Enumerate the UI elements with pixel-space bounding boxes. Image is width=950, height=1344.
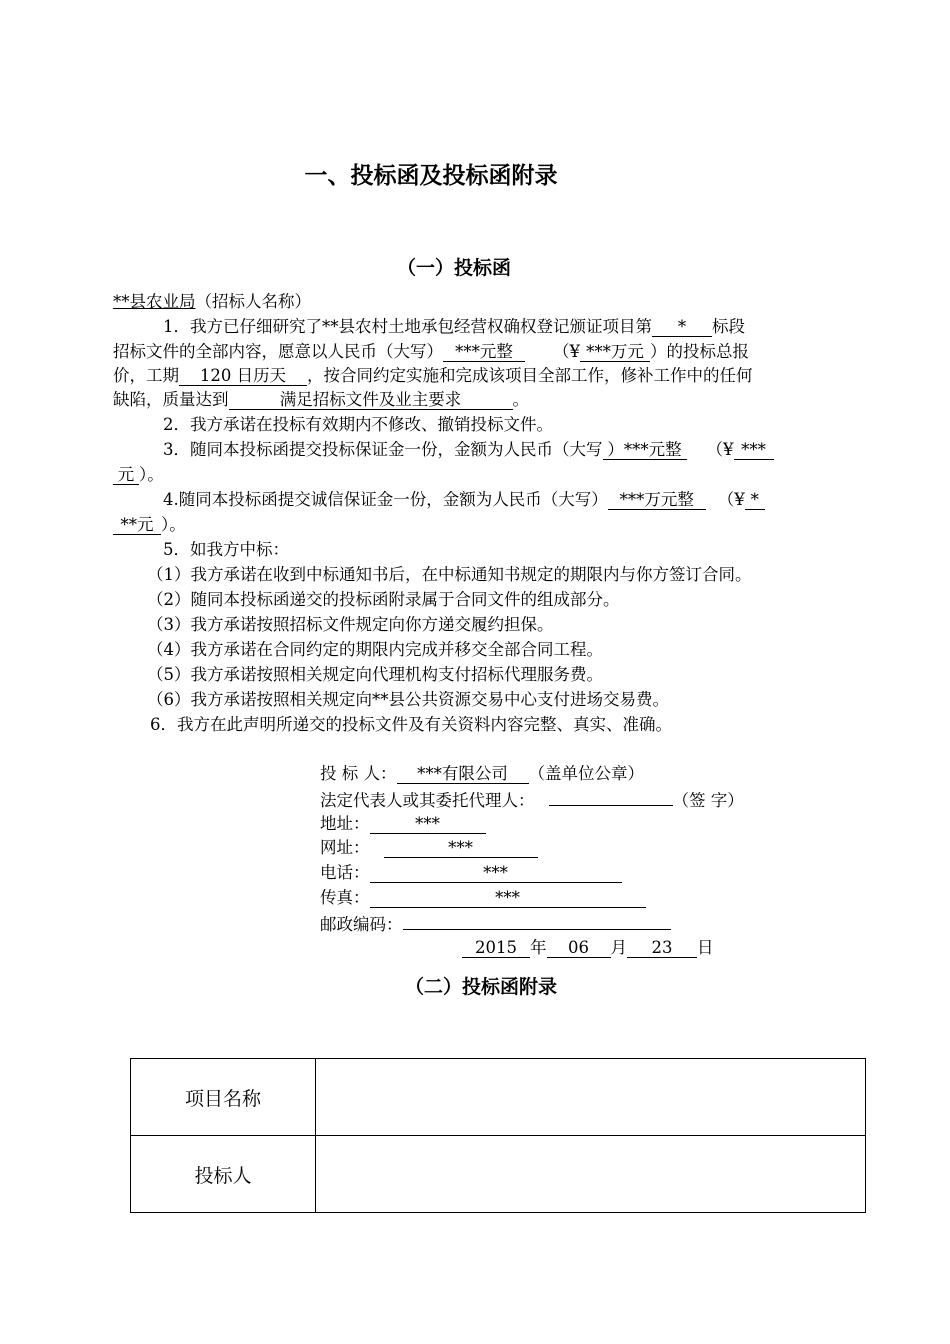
sub-item-2: （2）随同本投标函递交的投标函附录属于合同文件的组成部分。 bbox=[147, 590, 620, 609]
postcode-row bbox=[320, 911, 671, 938]
address-row bbox=[320, 812, 486, 837]
item1-text-h: 缺陷，质量达到 bbox=[113, 390, 229, 409]
bid-bond-number: *** bbox=[734, 441, 774, 460]
phone-row bbox=[320, 861, 622, 886]
item3-text-a: 3．随同本投标函提交投标保证金一份，金额为人民币（大写 bbox=[163, 440, 603, 459]
table-row bbox=[131, 1136, 866, 1213]
sub-item-4: （4）我方承诺在合同约定的期限内完成并移交全部合同工程。 bbox=[147, 640, 603, 659]
bidder-row bbox=[320, 762, 644, 787]
credit-bond-number: * bbox=[745, 491, 765, 510]
sub-item-1: （1）我方承诺在收到中标通知书后，在中标通知书规定的期限内与你方签订合同。 bbox=[147, 565, 752, 584]
bidder-label: 投 标 人： bbox=[320, 764, 397, 783]
item1-line4 bbox=[113, 388, 529, 413]
year-label: 年 bbox=[530, 938, 547, 957]
representative-label: 法定代表人或其委托代理人： bbox=[320, 791, 535, 810]
address-label: 地址： bbox=[320, 814, 370, 833]
credit-bond-words: ***万元整 bbox=[608, 491, 706, 510]
item1-text-f: 价，工期 bbox=[113, 366, 179, 385]
construction-period: 120 日历天 bbox=[179, 367, 307, 386]
item1-text-g: ，按合同约定实施和完成该项目全部工作，修补工作中的任何 bbox=[307, 366, 753, 385]
bidder-note: （盖单位公章） bbox=[528, 764, 644, 783]
representative-row bbox=[320, 787, 744, 814]
total-amount-number: ***万元 bbox=[580, 343, 650, 362]
sub-item-3: （3）我方承诺按照招标文件规定向你方递交履约担保。 bbox=[147, 615, 554, 634]
item3-line1 bbox=[163, 438, 774, 463]
bidder-name: ***有限公司 bbox=[397, 765, 529, 784]
item3-text-b: （¥ bbox=[706, 440, 734, 459]
lot-number: * bbox=[652, 318, 712, 337]
website-label: 网址： bbox=[320, 838, 370, 857]
page-title: 一、投标函及投标函附录 bbox=[304, 163, 558, 189]
date-year: 2015 bbox=[462, 939, 530, 958]
fax-row bbox=[320, 886, 646, 911]
table-row bbox=[131, 1059, 866, 1136]
credit-bond-number-cont: **元 bbox=[113, 516, 161, 535]
date-day: 23 bbox=[627, 939, 697, 958]
website-value: *** bbox=[384, 839, 538, 858]
table-value-project-name bbox=[316, 1059, 866, 1136]
item1-line1 bbox=[163, 315, 745, 340]
date-month: 06 bbox=[547, 939, 611, 958]
item1-text-a: 1．我方已仔细研究了**县农村土地承包经营权确权登记颁证项目第 bbox=[163, 317, 652, 336]
phone-value: *** bbox=[370, 864, 622, 883]
sub-item-5: （5）我方承诺按照相关规定向代理机构支付招标代理服务费。 bbox=[147, 665, 603, 684]
item5: 5．如我方中标： bbox=[163, 540, 289, 559]
addressee-name: **县农业局 bbox=[113, 292, 196, 311]
item1-text-e: ）的投标总报 bbox=[650, 342, 749, 361]
table-label-bidder: 投标人 bbox=[131, 1136, 316, 1213]
date-row bbox=[462, 936, 714, 961]
day-label: 日 bbox=[697, 938, 714, 957]
total-amount-words: ***元整 bbox=[443, 343, 525, 362]
postcode-label: 邮政编码： bbox=[320, 915, 403, 934]
addressee bbox=[113, 290, 311, 315]
month-label: 月 bbox=[610, 938, 627, 957]
item6: 6．我方在此声明所递交的投标文件及有关资料内容完整、真实、准确。 bbox=[150, 715, 672, 734]
item2: 2．我方承诺在投标有效期内不修改、撤销投标文件。 bbox=[163, 415, 553, 434]
address-value: *** bbox=[370, 815, 486, 834]
quality-standard: 满足招标文件及业主要求 bbox=[229, 391, 513, 410]
item4-text-c: ）。 bbox=[161, 515, 186, 534]
addressee-suffix: （招标人名称） bbox=[195, 292, 311, 311]
postcode-value bbox=[403, 911, 671, 930]
fax-label: 传真： bbox=[320, 888, 370, 907]
representative-signature bbox=[549, 787, 673, 806]
phone-label: 电话： bbox=[320, 863, 370, 882]
item1-text-c: 招标文件的全部内容，愿意以人民币（大写） bbox=[113, 342, 443, 361]
bid-bond-words: ）***元整 bbox=[603, 441, 687, 460]
table-label-project-name: 项目名称 bbox=[131, 1059, 316, 1136]
item1-text-i: 。 bbox=[512, 390, 529, 409]
sub-item-6: （6）我方承诺按照相关规定向**县公共资源交易中心支付进场交易费。 bbox=[147, 690, 669, 709]
section-title-bid-letter: （一）投标函 bbox=[396, 257, 511, 279]
item1-text-d: （¥ bbox=[553, 342, 580, 361]
item1-text-b: 标段 bbox=[712, 317, 745, 336]
appendix-table bbox=[130, 1058, 866, 1213]
item3-line2 bbox=[113, 463, 164, 488]
website-row bbox=[320, 836, 538, 861]
bid-bond-number-cont: 元 bbox=[113, 466, 139, 485]
item4-text-a: 4.随同本投标函提交诚信保证金一份，金额为人民币（大写） bbox=[163, 490, 608, 509]
item4-line2 bbox=[113, 513, 186, 538]
item4-line1 bbox=[163, 488, 765, 513]
item1-line3 bbox=[113, 364, 753, 389]
table-value-bidder bbox=[316, 1136, 866, 1213]
item3-text-c: ）。 bbox=[139, 465, 164, 484]
item1-line2 bbox=[113, 340, 749, 365]
fax-value: *** bbox=[370, 889, 646, 908]
item4-text-b: （¥ bbox=[717, 490, 745, 509]
representative-note: （签 字） bbox=[672, 791, 744, 810]
section-title-appendix: （二）投标函附录 bbox=[404, 976, 557, 998]
